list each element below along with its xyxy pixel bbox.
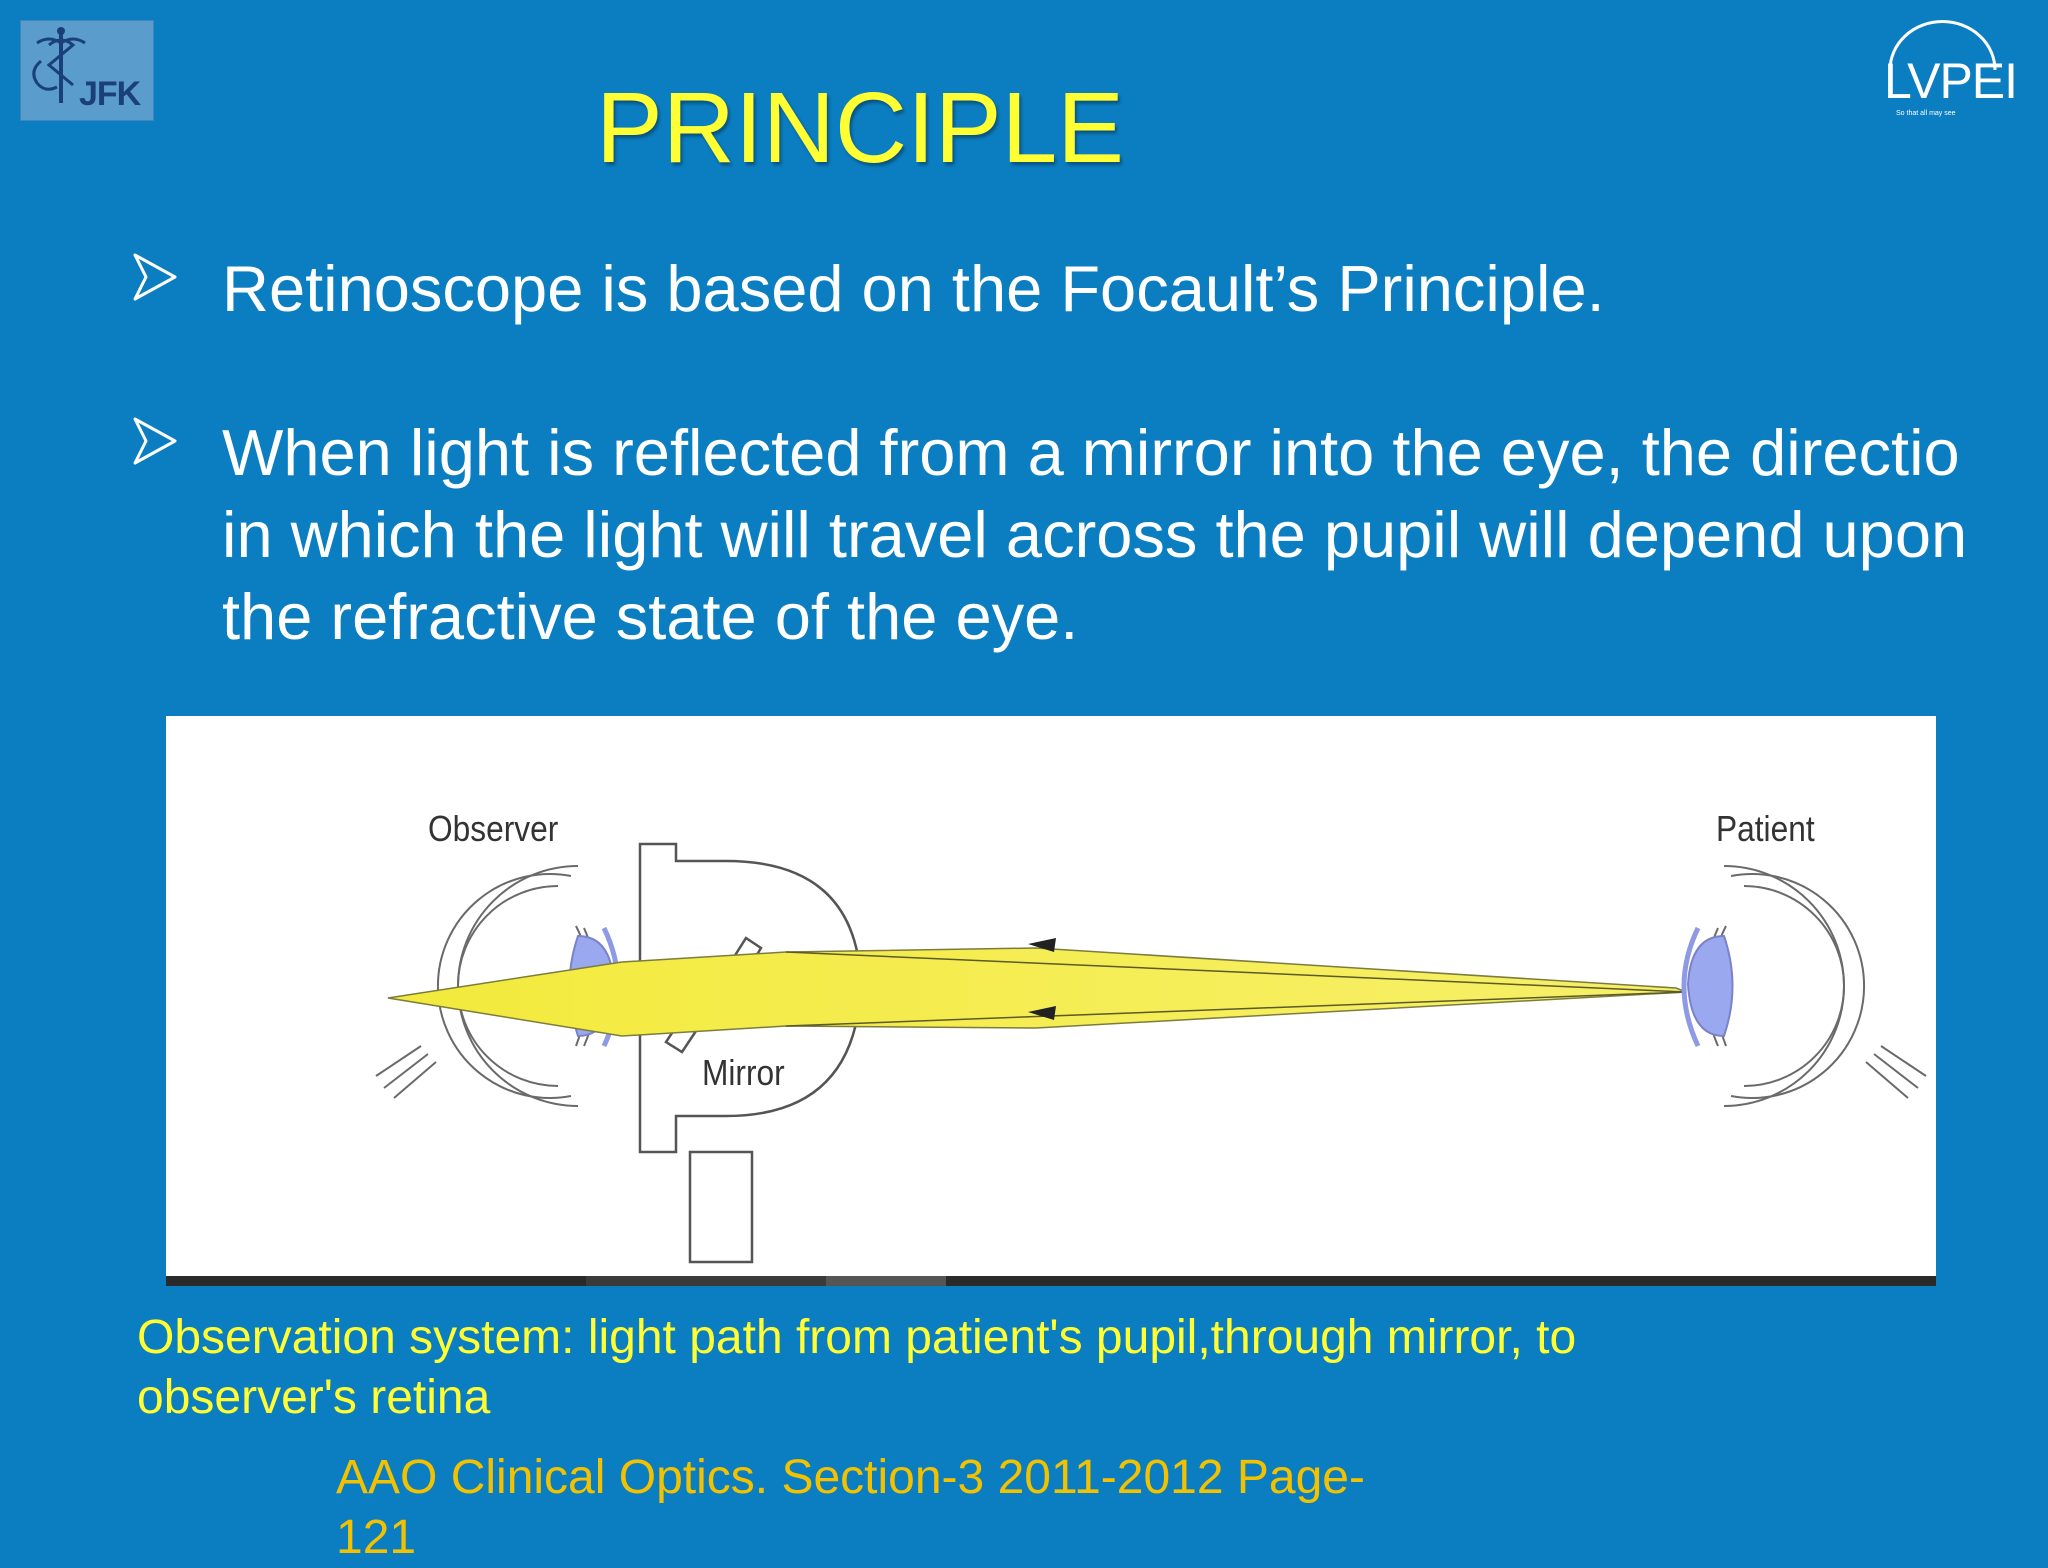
- slide-title: PRINCIPLE: [596, 72, 1124, 184]
- source-citation: [336, 1448, 1536, 1568]
- source-line: 121: [336, 1511, 417, 1564]
- bullet-line: When light is reflected from a mirror into the eye, the directio: [222, 416, 1960, 489]
- bullet-line: in which the light will travel across the pupil will depend upon: [222, 498, 1968, 571]
- patient-lens: [1688, 936, 1733, 1036]
- patient-label: Patient: [1716, 808, 1815, 849]
- source-line: AAO Clinical Optics. Section-3 2011-2012 Page-: [336, 1451, 1365, 1504]
- caption-line: Observation system: light path from patient's pupil,through mirror, to: [137, 1311, 1577, 1364]
- arrow-bullet-icon: [132, 416, 178, 466]
- patient-eye: [1705, 866, 1926, 1106]
- mirror-label: Mirror: [702, 1052, 785, 1093]
- caption-line: observer's retina: [137, 1371, 491, 1424]
- figure-caption: [137, 1308, 1697, 1428]
- lvpei-logo: [1880, 18, 2018, 123]
- lvpei-logo-tagline: So that all may see: [1896, 110, 1956, 117]
- figure-bottom-border: [166, 1276, 1936, 1286]
- bullet-line: the refractive state of the eye.: [222, 580, 1079, 653]
- observer-label: Observer: [428, 808, 559, 849]
- arrow-bullet-icon: [132, 252, 178, 302]
- jfk-logo-text: JFK: [79, 75, 141, 113]
- jfk-logo: [20, 20, 154, 121]
- bullet-line: Retinoscope is based on the Focault’s Principle.: [222, 252, 1605, 325]
- lvpei-logo-text: LVPEI: [1884, 53, 2018, 109]
- retinoscopy-diagram: [166, 716, 1936, 1286]
